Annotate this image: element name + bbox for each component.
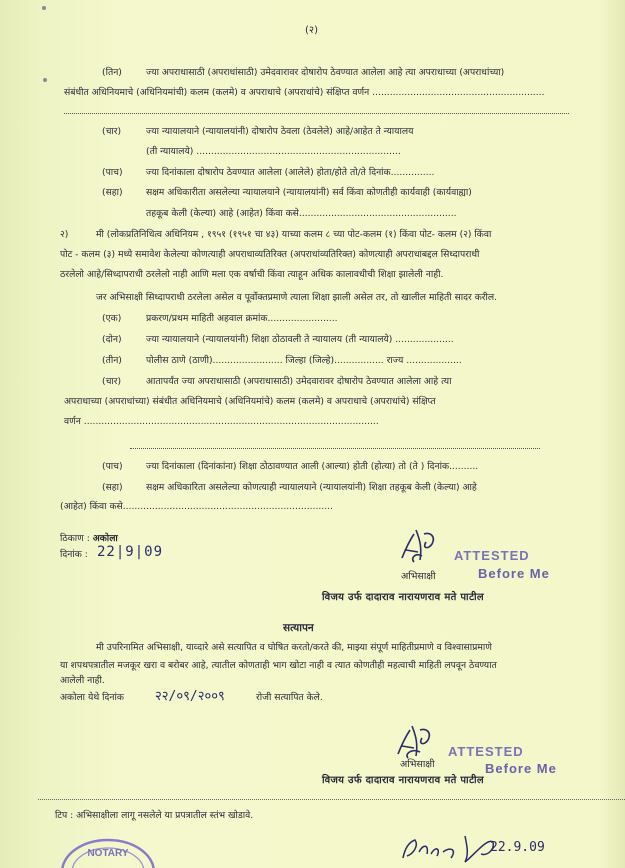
item-text: पोलीस ठाणे (ठाणी)........................ जिल्हा (जिल्हे)................. राज्य ................... (146, 355, 462, 366)
blank-line (130, 448, 540, 449)
para-text: पोट - कलम (३) मध्ये समावेश केलेल्या कोणत्याही अपराधाव्यतिरिक्त (अपराधांव्यतिरिक्त) कोणत्याही अपराधाबद्दल सिध्दापराधी (60, 249, 480, 260)
item-label: (पाच) (102, 167, 123, 178)
before-me-stamp: Before Me (485, 761, 557, 776)
item-text: सक्षम अधिकारिता असलेल्या कोणत्याही न्यायालयाने (न्यायालयांनी) शिक्षा तहकूब केली (केल्या) आहे (146, 482, 477, 493)
page-number: (२) (305, 25, 319, 36)
before-me-stamp: Before Me (478, 566, 550, 581)
item-text: (ती न्यायालये) ...................................................................... (146, 146, 401, 157)
punch-hole (43, 78, 47, 82)
item-text: ज्या न्यायालयाने (न्यायालयांनी) शिक्षा ठोठावली ते न्यायालय (ती न्यायालये) .................... (146, 334, 454, 345)
item-label: (तिन) (102, 67, 122, 78)
place-label: ठिकाण : अकोला (60, 533, 118, 544)
deponent-signature (392, 716, 444, 762)
item-text: सक्षम अधिकारीता असलेल्या न्यायालयाने (न्यायालयांनी) सर्व किंवा कोणतीही कार्यवाही (कार्यवाह्या) (146, 187, 472, 198)
verification-text: मी उपरिनामित अभिसाक्षी, याव्दारे असे सत्यापित व घोषित करतो/करते की, माझ्या संपूर्ण माहितीप्रमाणे व विश्वासाप्रमाणे (96, 642, 492, 653)
verification-suffix: रोजी सत्यापित केले. (256, 692, 323, 703)
item-text: ज्या अपराधासाठी (अपराधांसाठी) उमेदवारावर दोषारोप ठेवण्यात आलेला आहे त्या अपराधाच्या (अपराधांच्या) (146, 67, 505, 78)
item-text: अपराधाच्या (अपराधांच्या) संबंधीत अधिनियमाचे (अधिनियमांचे) कलम (कलमे) व अपराधाचे (अपराधांचे) संक्षिप्त (64, 396, 436, 407)
item-label: (एक) (102, 313, 122, 324)
verification-title: सत्यापन (283, 622, 314, 634)
item-label: (सहा) (102, 482, 123, 493)
divider (38, 799, 625, 800)
handwritten-date: 22|9|09 (97, 544, 164, 560)
verification-text: या शपथपत्रातील मजकूर खरा व बरोबर आहे, त्यातील कोणताही भाग खोटा नाही व त्यात कोणतीही महत्वाची माहिती लपवून ठेवण्यात (60, 660, 497, 671)
item-text: (आहेत) किंवा कसे........................................................................ (60, 501, 333, 512)
blank-line (64, 113, 569, 114)
item-label: (दोन) (102, 334, 122, 345)
item-text: वर्णन ..................................................................................................... (64, 416, 379, 427)
notary-seal (58, 832, 158, 868)
notary-seal-text: NOTARY (87, 848, 129, 859)
deponent-signature (396, 522, 446, 566)
attested-stamp: ATTESTED (448, 744, 524, 759)
para-number: २) (60, 229, 69, 240)
footnote: टिप : अभिसाक्षीला लागू नसलेले या प्रपत्रातील स्तंभ खोडावे. (55, 810, 254, 821)
item-text: आतापर्यंत ज्या अपराधासाठी (अपराधासाठी) उमेदवारावर दोषारोप ठेवण्यात आलेला आहे त्या (146, 376, 452, 387)
attested-stamp: ATTESTED (454, 548, 530, 563)
item-label: (सहा) (102, 187, 123, 198)
deponent-label: अभिसाक्षी (401, 571, 436, 582)
para-text: ठरलेलो आहे/सिध्दापराधी ठरलेलो नाही आणि मला एक वर्षाची किंवा त्याहून अधिक कालावधीची शिक्षा झालेली नाही. (60, 269, 444, 280)
punch-hole (42, 6, 46, 10)
verification-place: अकोला येथे दिनांक (60, 692, 124, 703)
item-text: प्रकरण/प्रथम माहिती अहवाल क्रमांक........................ (146, 313, 338, 324)
verification-date: २२/०९/२००९ (155, 689, 225, 704)
date-label: दिनांक : (60, 549, 88, 560)
item-label: (पाच) (102, 461, 123, 472)
item-text: ज्या दिनांकाला दोषारोप ठेवण्यात आलेला (आलेले) होता/होते तो/ते दिनांक............... (146, 167, 435, 178)
handwritten-date: 22.9.09 (490, 840, 545, 855)
deponent-name: विजय उर्फ दादाराव नारायणराव मते पाटील (322, 775, 484, 786)
item-text: तहकूब केली (केल्या) आहे (आहेत) किंवा कसे...................................................... (146, 208, 457, 219)
item-label: (चार) (102, 126, 122, 137)
item-text: ज्या दिनांकाला (दिनांकांना) शिक्षा ठोठावण्यात आली (आल्या) होती (होत्या) तो (ते ) दिनांक.......... (146, 461, 479, 472)
verification-text: आलेली नाही. (60, 675, 105, 686)
item-label: (चार) (102, 376, 122, 387)
item-text: ज्या न्यायालयाने (न्यायालयांनी) दोषारोप ठेवला (ठेवलेले) आहे/आहेत ते न्यायालय (146, 126, 414, 137)
deponent-name: विजय उर्फ दादाराव नारायणराव मते पाटील (322, 592, 484, 603)
item-label: (तीन) (102, 355, 122, 366)
item-text: संबंधीत अधिनियमाचे (अधिनियमांची) कलम (कलमे) व अपराधाचे (अपराधांचे) संक्षिप्त वर्णन ........................................................... (64, 87, 545, 98)
para-text: मी (लोकप्रतिनिधित्व अधिनियम , १९५१ (१९५१ चा ४३) याच्या कलम ८ च्या पोट-कलम (१) किंवा पोट- कलम (२) किंवा (96, 229, 492, 240)
deponent-label: अभिसाक्षी (400, 759, 435, 770)
para-text: जर अभिसाक्षी सिध्दापराधी ठरलेला असेल व पूर्वोक्तप्रमाणे त्याला शिक्षा झाली असेल तर, तो खालील माहिती सादर करील. (96, 292, 498, 303)
